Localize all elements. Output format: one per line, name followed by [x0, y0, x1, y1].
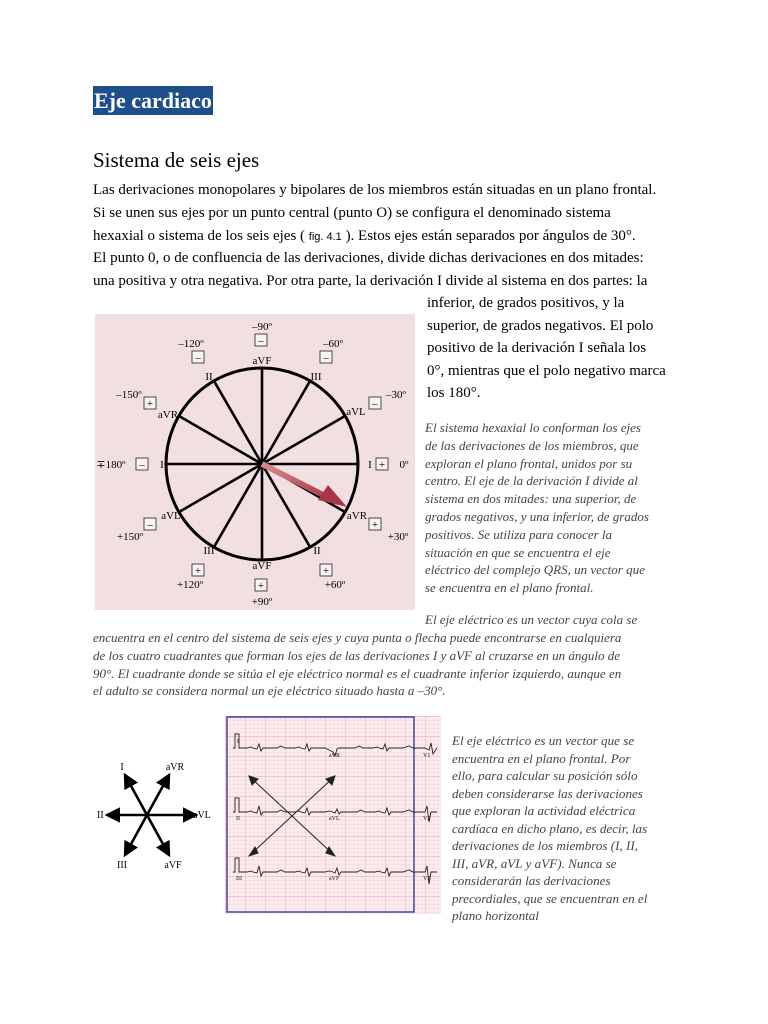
degree-label: +30º — [387, 531, 409, 543]
minus-sign: – — [372, 398, 378, 410]
axis-star-lines — [107, 775, 196, 855]
caption-line: centro. El eje de la derivación I divide al — [425, 473, 638, 489]
ecg-lead-label: V1 — [423, 753, 431, 759]
minus-sign: – — [139, 459, 145, 471]
paragraph-line: positivo de la derivación I señala los — [427, 340, 647, 356]
caption-line: precordiales, que se encuentran en el — [452, 890, 648, 906]
section-title: Sistema de seis ejes — [93, 148, 260, 172]
caption-line: III, aVR, aVL y aVF). Nunca se — [452, 855, 617, 871]
degree-label: –90º — [252, 321, 272, 333]
ecg-lead-label: V3 — [423, 876, 431, 882]
lead-label: II — [205, 371, 213, 383]
paragraph-line — [93, 225, 683, 249]
ecg-lead-label: aVF — [329, 876, 340, 882]
paragraph-line: El punto 0, o de confluencia de las derivaciones, divide dichas derivaciones en dos mitades: — [93, 250, 644, 266]
lead-label: aVL — [346, 406, 366, 418]
axis-label: aVR — [165, 762, 185, 773]
caption-line: situación en que se encuentra el eje — [425, 544, 611, 560]
caption-line: sistema en dos mitades: una superior, de — [425, 491, 637, 507]
caption-line: grados negativos, y una inferior, de grados — [425, 508, 649, 524]
minus-sign: – — [258, 335, 264, 347]
hexaxial-diagram — [95, 314, 415, 610]
plus-sign: + — [371, 519, 379, 531]
caption-line: positivos. Se utiliza para conocer la — [425, 526, 613, 542]
paragraph-line: de los cuatro cuadrantes que forman los ejes de las derivaciones I y aVF al cruzarse en un ángulo de — [93, 648, 621, 663]
degree-label: +150º — [116, 531, 144, 543]
degree-label: +60º — [324, 579, 346, 591]
caption-line: El sistema hexaxial lo conforman los ejes — [425, 420, 641, 435]
caption-line: se encuentra en el plano frontal. — [425, 580, 594, 596]
caption-line: derivaciones de los miembros (I, II, — [452, 838, 639, 853]
lead-label: aVL — [161, 510, 181, 522]
lead-label: I — [368, 459, 372, 471]
axis-star-diagram — [93, 718, 218, 913]
ecg-lead-label: III — [236, 876, 242, 882]
paragraph-text: hexaxial o sistema de los seis ejes ( — [93, 228, 306, 244]
axis-label: I — [120, 762, 124, 773]
paragraph-line: inferior, de grados positivos, y la — [427, 295, 625, 311]
minus-sign: – — [195, 352, 201, 364]
lead-label: III — [203, 545, 215, 557]
ecg-lead-label: aVL — [329, 816, 340, 822]
caption-line: que exploran la actividad eléctrica — [452, 803, 636, 818]
degree-label: –30º — [386, 389, 406, 401]
plus-sign: + — [378, 459, 386, 471]
caption-line: cardíaca en dicho plano, es decir, las — [452, 820, 648, 836]
caption-line: considerarán las derivaciones — [452, 873, 611, 888]
ecg-tracing — [225, 716, 441, 914]
ecg-lead-label: aVR — [329, 753, 340, 759]
degree-label: ∓180º — [96, 459, 126, 471]
minus-sign: – — [323, 352, 329, 364]
paragraph-line: el adulto se considera normal un eje eléctrico situado hasta a –30°. — [93, 683, 446, 698]
paragraph-line: los 180°. — [427, 385, 481, 401]
lead-label: aVF — [252, 560, 272, 572]
degree-label: –60º — [323, 338, 343, 350]
plus-sign: + — [322, 565, 330, 577]
degree-label: 0º — [399, 459, 409, 471]
paragraph-text: ). Estos ejes están separados por ángulos de 30°. — [345, 228, 636, 244]
plus-sign: + — [194, 565, 202, 577]
figure-caption — [452, 732, 647, 925]
paragraph-line: Las derivaciones monopolares y bipolares de los miembros están situadas en un plano frontal. — [93, 182, 657, 198]
paragraph-line: superior, de grados negativos. El polo — [427, 318, 654, 334]
caption-line: ello, para calcular su posición sólo — [452, 768, 638, 783]
axis-label: II — [97, 810, 104, 821]
axis-label: III — [117, 860, 127, 871]
paragraph-line: Si se unen sus ejes por un punto central (punto O) se configura el denominado sistema — [93, 205, 611, 221]
plus-sign: + — [146, 398, 154, 410]
lead-label: II — [313, 545, 321, 557]
minus-sign: – — [147, 519, 153, 531]
lead-label: I — [160, 459, 164, 471]
paragraph-line: una positiva y otra negativa. Por otra parte, la derivación I divide al sistema en dos partes: la — [93, 273, 648, 289]
paragraph-line: El eje eléctrico es un vector cuya cola se — [425, 612, 638, 627]
page-title: Eje cardiaco — [94, 88, 212, 113]
degree-label: –120º — [178, 338, 204, 350]
lead-label: aVF — [252, 355, 272, 367]
figure-caption — [425, 419, 649, 597]
paragraph-line: 0°, mientras que el polo negativo marca — [427, 363, 666, 379]
paragraph-line: encuentra en el centro del sistema de seis ejes y cuya punta o flecha puede encontrarse en cualquiera — [93, 630, 622, 645]
ecg-lead-label: II — [236, 816, 240, 822]
caption-line: eléctrico del complejo QRS, un vector que — [425, 562, 645, 578]
caption-line: El eje eléctrico es un vector que se — [452, 733, 635, 748]
paragraph-line: 90°. El cuadrante donde se sitúa el eje eléctrico normal es el cuadrante inferior izquierdo, aunque en — [93, 666, 622, 681]
lead-label: aVR — [157, 409, 179, 421]
plus-sign: + — [257, 580, 265, 592]
caption-line: deben considerarse las derivaciones — [452, 785, 643, 801]
ecg-lead-label: V2 — [423, 816, 431, 822]
lead-label: aVR — [346, 510, 368, 522]
caption-line: encuentra en el plano frontal. Por — [452, 750, 631, 766]
degree-label: +90º — [251, 596, 273, 608]
caption-line: de las derivaciones de los miembros, que — [425, 437, 639, 453]
axis-label: aVL — [193, 810, 211, 821]
caption-line: plano horizontal — [452, 908, 539, 923]
ecg-lead-label: I — [237, 739, 239, 745]
degree-label: –150º — [116, 389, 142, 401]
caption-line: exploran el plano frontal, unidos por su — [425, 455, 633, 471]
figure-reference: fig. 4.1 — [308, 231, 342, 243]
lead-label: III — [310, 371, 322, 383]
axis-label: aVF — [164, 860, 182, 871]
degree-label: +120º — [176, 579, 204, 591]
